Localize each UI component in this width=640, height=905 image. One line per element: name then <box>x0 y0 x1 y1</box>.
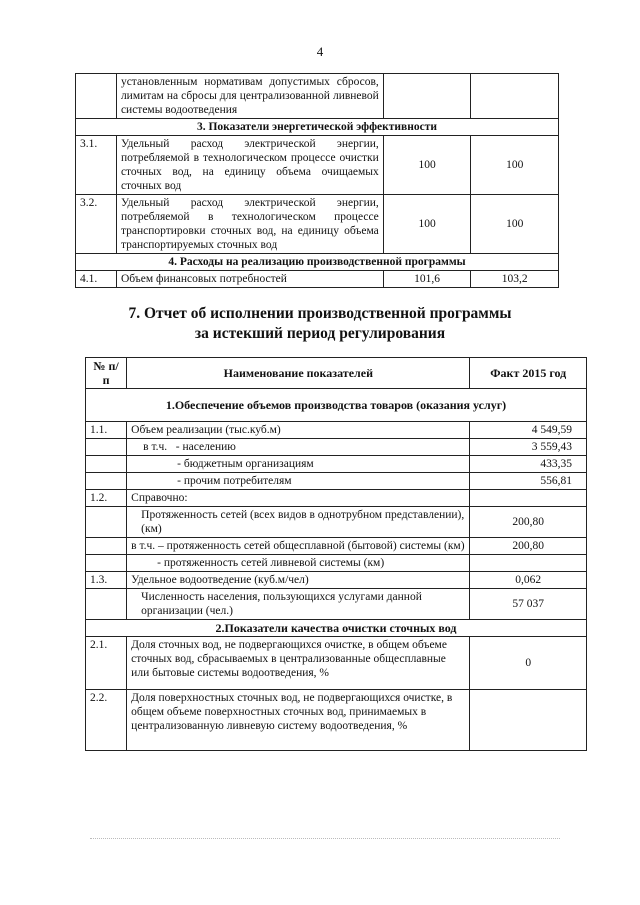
row-num <box>86 555 127 572</box>
row-num <box>86 538 127 555</box>
row-num <box>86 439 127 456</box>
table-row <box>86 538 587 555</box>
row-name: Доля сточных вод, не подвергающихся очистке, в общем объеме сточных вод, сбрасываемых в централизованные общесплавные или бытовые системы водоотведения, % <box>127 637 470 690</box>
row-num <box>76 74 117 119</box>
table-row <box>76 136 559 195</box>
header-name: Наименование показателей <box>127 358 470 389</box>
energy-efficiency-table <box>75 73 559 288</box>
row-num: 2.1. <box>86 637 127 690</box>
table-row <box>86 637 587 690</box>
table-row <box>86 456 587 473</box>
row-num: 1.2. <box>86 490 127 507</box>
row-value: 0 <box>470 637 587 690</box>
row-name: Протяженность сетей (всех видов в однотрубном представлении), (км) <box>127 507 470 538</box>
table-row <box>86 507 587 538</box>
header-value: Факт 2015 год <box>470 358 587 389</box>
row-subname: - населению <box>175 441 236 453</box>
table-row <box>86 439 587 456</box>
row-value: 200,80 <box>470 538 587 555</box>
row-name: Удельный расход электрической энергии, потребляемой в технологическом процессе транспортировки сточных вод, на единицу объема транспортируемых сточных вод <box>116 195 383 254</box>
section-row <box>76 119 559 136</box>
row-name: установленным нормативам допустимых сбросов, лимитам на сбросы для централизованной ливневой системы водоотведения <box>116 74 383 119</box>
row-num <box>86 589 127 620</box>
row-num: 2.2. <box>86 690 127 751</box>
report-heading <box>0 304 640 344</box>
row-name: Справочно: <box>127 490 470 507</box>
table-row <box>86 589 587 620</box>
heading-line-2: за истекший период регулирования <box>194 325 446 342</box>
report-table <box>85 357 587 751</box>
row-value: 433,35 <box>470 456 587 473</box>
page-number: 4 <box>316 44 324 59</box>
row-value-1: 100 <box>383 136 471 195</box>
table-row <box>86 555 587 572</box>
row-value: 556,81 <box>470 473 587 490</box>
table-row <box>76 195 559 254</box>
section-title: 4. Расходы на реализацию производственной программы <box>76 254 559 271</box>
row-value: 57 037 <box>470 589 587 620</box>
row-num: 1.3. <box>86 572 127 589</box>
row-num: 3.2. <box>76 195 117 254</box>
header-row <box>86 358 587 389</box>
row-num: 3.1. <box>76 136 117 195</box>
row-name: Численность населения, пользующихся услугами данной организации (чел.) <box>127 589 470 620</box>
row-value-2: 100 <box>471 136 559 195</box>
row-name: - протяженность сетей ливневой системы (км) <box>127 555 470 572</box>
section-title: 1.Обеспечение объемов производства товаров (оказания услуг) <box>86 389 587 422</box>
table-row <box>86 490 587 507</box>
row-num: 1.1. <box>86 422 127 439</box>
table-row <box>86 422 587 439</box>
row-value: 3 559,43 <box>470 439 587 456</box>
section-row <box>86 620 587 637</box>
row-value-2 <box>471 74 559 119</box>
header-num: № п/п <box>86 358 127 389</box>
table-row <box>76 271 559 288</box>
section-title: 2.Показатели качества очистки сточных вод <box>86 620 587 637</box>
row-prefix: в т.ч. <box>143 441 168 453</box>
scan-artifact-line <box>90 838 560 839</box>
table-row <box>76 74 559 119</box>
row-num <box>86 473 127 490</box>
row-num <box>86 456 127 473</box>
row-value-2: 103,2 <box>471 271 559 288</box>
row-name: Объем реализации (тыс.куб.м) <box>127 422 470 439</box>
row-value: 4 549,59 <box>470 422 587 439</box>
table-row <box>86 690 587 751</box>
heading-line-1: 7. Отчет об исполнении производственной программы <box>128 305 512 322</box>
row-value-1 <box>383 74 471 119</box>
row-value: 200,80 <box>470 507 587 538</box>
row-value-2: 100 <box>471 195 559 254</box>
row-value <box>470 555 587 572</box>
row-value: 0,062 <box>470 572 587 589</box>
row-num <box>86 507 127 538</box>
table-body <box>76 74 559 288</box>
row-name: Доля поверхностных сточных вод, не подвергающихся очистке, в общем объеме поверхностных сточных вод, принимаемых в централизованную ливневую систему водоотведения, % <box>127 690 470 751</box>
section-row <box>76 254 559 271</box>
row-name: Объем финансовых потребностей <box>116 271 383 288</box>
row-value <box>470 690 587 751</box>
row-name: Удельное водоотведение (куб.м/чел) <box>127 572 470 589</box>
row-name: - прочим потребителям <box>127 473 470 490</box>
section-title: 3. Показатели энергетической эффективности <box>76 119 559 136</box>
table-row <box>86 473 587 490</box>
table-row <box>86 572 587 589</box>
row-value-1: 100 <box>383 195 471 254</box>
row-num: 4.1. <box>76 271 117 288</box>
row-value-1: 101,6 <box>383 271 471 288</box>
row-name: - бюджетным организациям <box>127 456 470 473</box>
section-row <box>86 389 587 422</box>
row-value <box>470 490 587 507</box>
row-name: в т.ч. – протяженность сетей общесплавной (бытовой) системы (км) <box>127 538 470 555</box>
row-name <box>127 439 470 456</box>
row-name: Удельный расход электрической энергии, потребляемой в технологическом процессе очистки сточных вод, на единицу объема очищаемых сточных вод <box>116 136 383 195</box>
